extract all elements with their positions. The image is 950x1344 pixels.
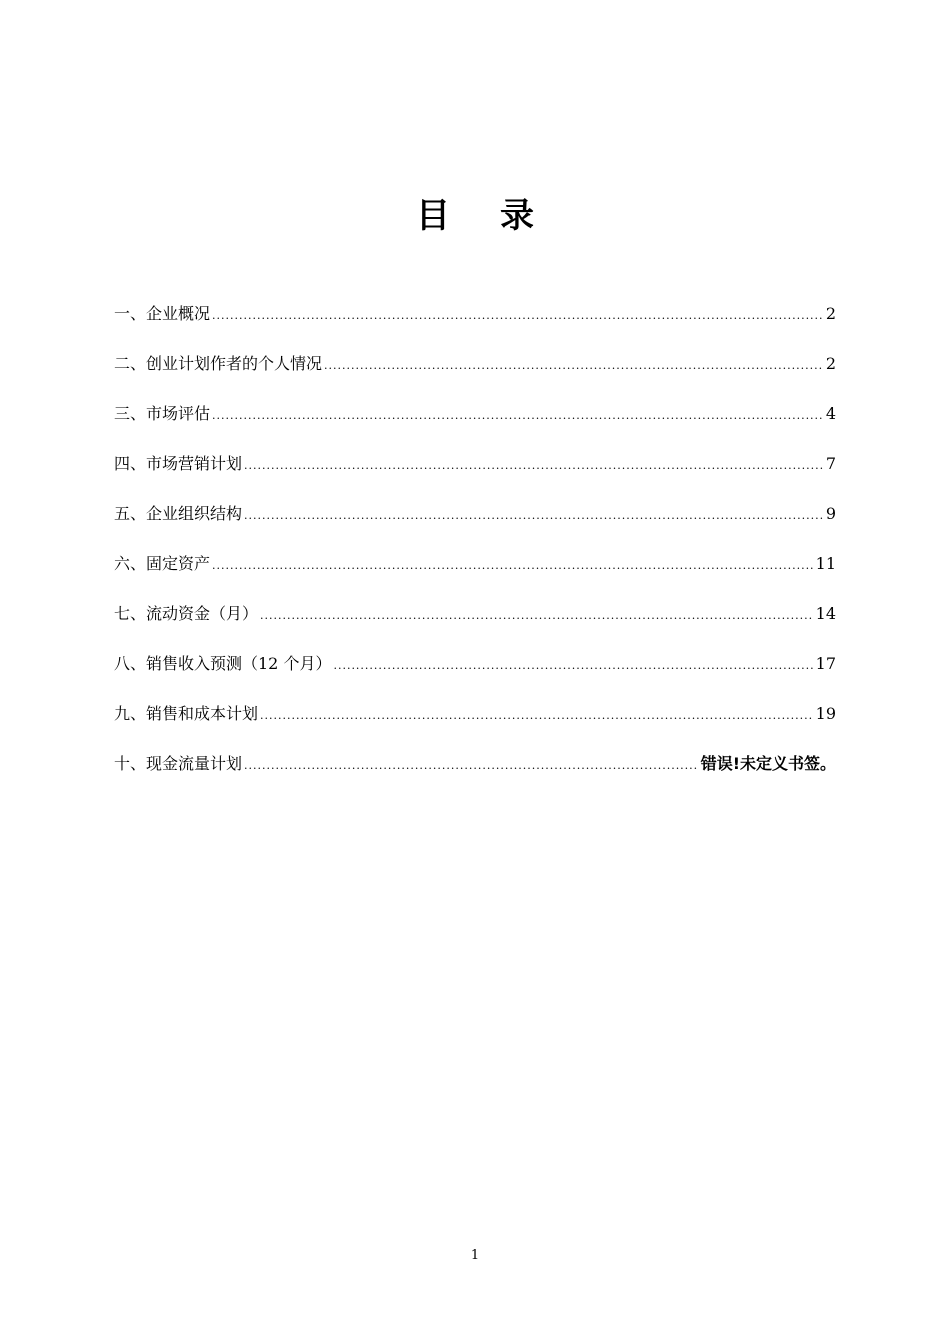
toc-dot-leader: [212, 552, 814, 580]
toc-item-4[interactable]: [114, 450, 836, 500]
toc-item-page-error: 错误!未定义书签。: [700, 754, 836, 773]
toc-item-8[interactable]: [114, 650, 836, 700]
toc-item-label: 五、企业组织结构: [114, 504, 243, 523]
toc-dot-leader: [212, 302, 824, 330]
toc-item-page: 4: [825, 404, 836, 423]
toc-dot-leader: [260, 702, 814, 730]
toc-item-label: 一、企业概况: [114, 304, 211, 323]
toc-item-5[interactable]: [114, 500, 836, 550]
toc-item-6[interactable]: [114, 550, 836, 600]
toc-dot-leader: [333, 652, 813, 680]
toc-item-label: 六、固定资产: [114, 554, 211, 573]
toc-item-page: 17: [815, 654, 836, 673]
toc-item-label: 十、现金流量计划: [114, 754, 243, 773]
toc-item-label: 三、市场评估: [114, 404, 211, 423]
toc-item-label: 九、销售和成本计划: [114, 704, 259, 723]
toc-dot-leader: [324, 352, 824, 380]
toc-item-page: 9: [825, 504, 836, 523]
toc-dot-leader: [244, 452, 824, 480]
toc-item-page: 7: [825, 454, 836, 473]
toc-item-page: 19: [815, 704, 836, 723]
toc-dot-leader: [260, 602, 814, 630]
table-of-contents: [114, 300, 836, 800]
page-title: 目录: [416, 196, 584, 236]
toc-item-label: 二、创业计划作者的个人情况: [114, 354, 323, 373]
toc-item-2[interactable]: [114, 350, 836, 400]
page-number: 1: [470, 1248, 480, 1263]
toc-item-label: 四、市场营销计划: [114, 454, 243, 473]
toc-item-page: 11: [815, 554, 836, 573]
toc-item-1[interactable]: [114, 300, 836, 350]
toc-dot-leader: [244, 502, 824, 530]
toc-item-page: 2: [825, 304, 836, 323]
toc-item-10[interactable]: [114, 750, 836, 800]
toc-item-page: 14: [815, 604, 836, 623]
toc-item-9[interactable]: [114, 700, 836, 750]
toc-item-3[interactable]: [114, 400, 836, 450]
toc-item-7[interactable]: [114, 600, 836, 650]
toc-item-label: 七、流动资金（月）: [114, 604, 259, 623]
toc-item-page: 2: [825, 354, 836, 373]
toc-dot-leader: [212, 402, 824, 430]
toc-dot-leader: [244, 752, 699, 780]
toc-item-label: 八、销售收入预测（12 个月）: [114, 654, 332, 673]
